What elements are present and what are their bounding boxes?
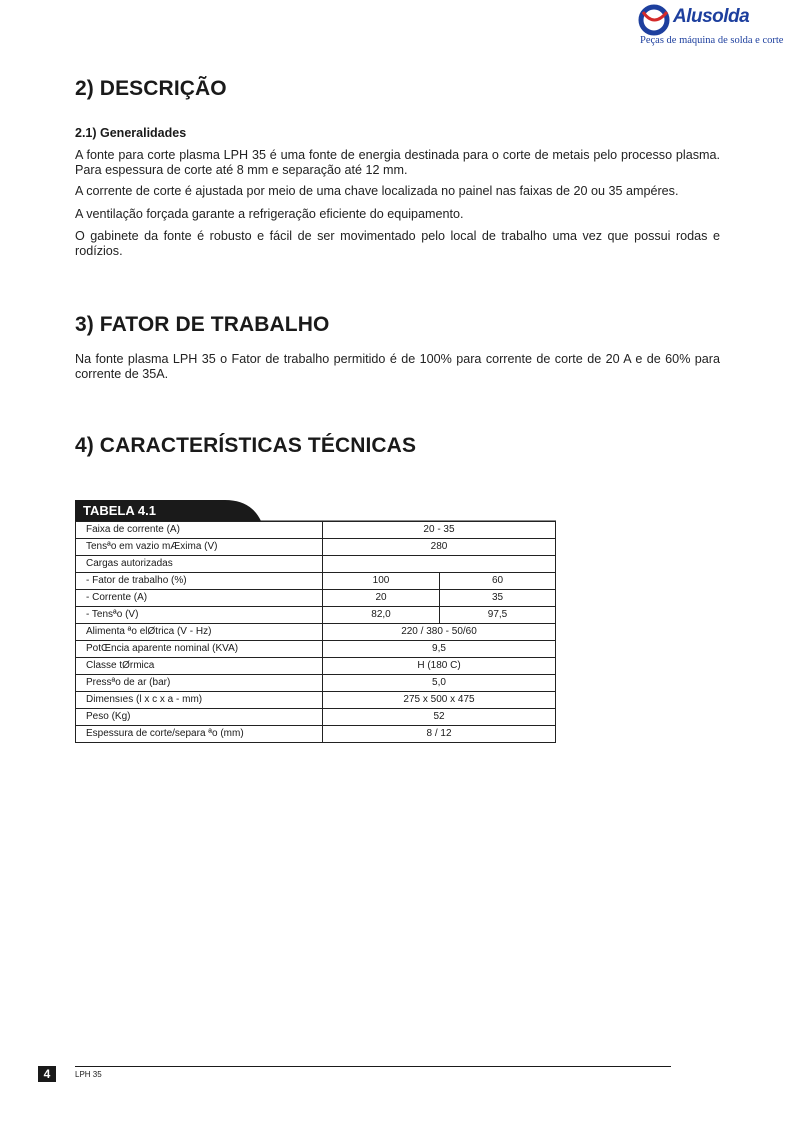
table-row bbox=[76, 556, 556, 573]
row-label: Peso (Kg) bbox=[76, 709, 323, 726]
table-row bbox=[76, 641, 556, 658]
table-label-tab bbox=[75, 500, 555, 521]
logo-brand: Alusolda bbox=[673, 6, 750, 27]
row-value bbox=[323, 556, 556, 573]
paragraph-descricao-2: A corrente de corte é ajustada por meio de uma chave localizada no painel nas faixas de 20 ou 35 ampéres. bbox=[75, 184, 679, 198]
footer-model: LPH 35 bbox=[75, 1070, 102, 1079]
row-value: 20 - 35 bbox=[323, 522, 556, 539]
table-row bbox=[76, 539, 556, 556]
row-label: - Corrente (A) bbox=[76, 590, 323, 607]
row-label: Pressªo de ar (bar) bbox=[76, 675, 323, 692]
footer-divider bbox=[75, 1066, 671, 1067]
alusolda-logo bbox=[635, 2, 784, 50]
row-value: 275 x 500 x 475 bbox=[323, 692, 556, 709]
row-value: 5,0 bbox=[323, 675, 556, 692]
row-label: Dimensıes (l x c x a - mm) bbox=[76, 692, 323, 709]
paragraph-descricao-1: A fonte para corte plasma LPH 35 é uma fonte de energia destinada para o corte de metais pelo processo plasma. Para espessura de corte até 8 mm e separação até 12 mm. bbox=[75, 148, 720, 177]
row-value-1: 82,0 bbox=[323, 607, 440, 624]
row-value: 9,5 bbox=[323, 641, 556, 658]
paragraph-fator: Na fonte plasma LPH 35 o Fator de trabalho permitido é de 100% para corrente de corte de 20 A e de 60% para corrente de 35A. bbox=[75, 352, 720, 381]
table-row bbox=[76, 607, 556, 624]
paragraph-descricao-4: O gabinete da fonte é robusto e fácil de ser movimentado pelo local de trabalho uma vez que possui rodas e rodízios. bbox=[75, 229, 720, 258]
row-value: 52 bbox=[323, 709, 556, 726]
row-value-2: 35 bbox=[440, 590, 556, 607]
table-row bbox=[76, 675, 556, 692]
logo-swirl-icon bbox=[637, 4, 673, 36]
table-row bbox=[76, 522, 556, 539]
row-label: - Fator de trabalho (%) bbox=[76, 573, 323, 590]
row-value: 8 / 12 bbox=[323, 726, 556, 743]
row-value: 280 bbox=[323, 539, 556, 556]
row-value-1: 20 bbox=[323, 590, 440, 607]
row-label: PotŒncia aparente nominal (KVA) bbox=[76, 641, 323, 658]
row-value-1: 100 bbox=[323, 573, 440, 590]
subsection-title-generalidades: 2.1) Generalidades bbox=[75, 126, 187, 140]
row-label: Classe tØrmica bbox=[76, 658, 323, 675]
table-row bbox=[76, 624, 556, 641]
row-label: Tensªo em vazio mÆxima (V) bbox=[76, 539, 323, 556]
row-value: 220 / 380 - 50/60 bbox=[323, 624, 556, 641]
logo-tagline: Peças de máquina de solda e corte bbox=[640, 35, 784, 46]
row-value: H (180 C) bbox=[323, 658, 556, 675]
section-title-fator: 3) FATOR DE TRABALHO bbox=[75, 313, 330, 336]
row-label: Cargas autorizadas bbox=[76, 556, 323, 573]
row-value-2: 97,5 bbox=[440, 607, 556, 624]
table-row bbox=[76, 573, 556, 590]
table-row bbox=[76, 590, 556, 607]
table-label: TABELA 4.1 bbox=[83, 503, 156, 518]
row-label: Alimenta ªo elØtrica (V - Hz) bbox=[76, 624, 323, 641]
row-label: - Tensªo (V) bbox=[76, 607, 323, 624]
table-row bbox=[76, 709, 556, 726]
table-row bbox=[76, 692, 556, 709]
row-label: Faixa de corrente (A) bbox=[76, 522, 323, 539]
section-title-descricao: 2) DESCRIÇÃO bbox=[75, 77, 227, 100]
specs-table bbox=[75, 521, 556, 743]
row-value-2: 60 bbox=[440, 573, 556, 590]
table-row bbox=[76, 658, 556, 675]
section-title-caracteristicas: 4) CARACTERÍSTICAS TÉCNICAS bbox=[75, 434, 417, 457]
page-number: 4 bbox=[38, 1066, 56, 1082]
table-row bbox=[76, 726, 556, 743]
row-label: Espessura de corte/separa ªo (mm) bbox=[76, 726, 323, 743]
paragraph-descricao-3: A ventilação forçada garante a refrigeração eficiente do equipamento. bbox=[75, 207, 464, 221]
